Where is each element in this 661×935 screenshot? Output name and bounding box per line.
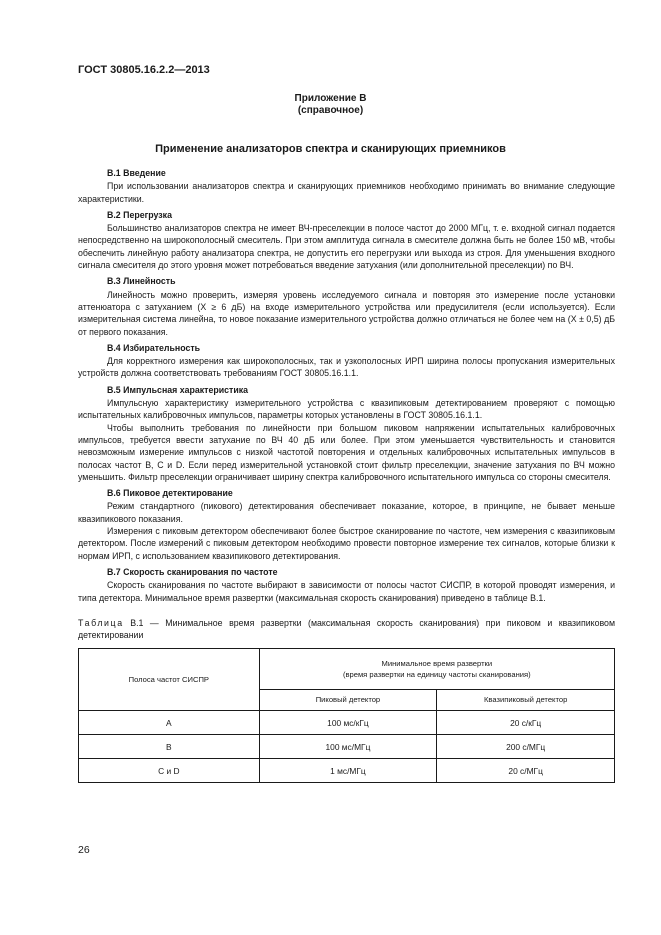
section-paragraph: Импульсную характеристику измерительного устройства с квазипиковым детектированием проверяют с помощью испытательных калибровочных импульсов, параметры которых установлены в ГОСТ 30805.16.1.1. bbox=[78, 398, 615, 421]
table-row bbox=[79, 759, 615, 783]
section-paragraph: Скорость сканирования по частоте выбирают в зависимости от полосы частот СИСПР, в которой проводят измерения, и типа детектора. Минимальное время развертки (максимальная скорость сканирования) приведено в таблице В.1. bbox=[78, 580, 615, 603]
header-min-sweep-line1: Минимальное время развертки bbox=[381, 659, 493, 669]
section-heading: В.5 Импульсная характеристика bbox=[107, 384, 249, 395]
section-paragraph: Большинство анализаторов спектра не имеет ВЧ-преселекции в полосе частот до 2000 МГц, т. е. входной сигнал подается непосредственно на широкополосный смеситель. При этом амплитуда сигнала в смесителе должна быть не более 150 мВ, чтобы обеспечить линейную работу анализатора спектра, не допустить его перегрузки или выхода из строя. Для уменьшения входного сигнала смесителя до этого уровня может потребоваться введение затухания (или дополнительной преселекции) по ВЧ. bbox=[78, 223, 615, 271]
header-band: Полоса частот СИСПР bbox=[79, 649, 260, 711]
annex-name: Применение анализаторов спектра и сканирующих приемников bbox=[155, 143, 506, 155]
section-heading: В.3 Линейность bbox=[107, 276, 176, 287]
section-paragraph: Измерения с пиковым детектором обеспечивают более быстрое сканирование по частоте, чем измерения с квазипиковым детектором. После измерений с пиковым детектором необходимо провести повторное измерение тех сигналов, которые близки к нормам ИРП, с использованием квазипикового детектирования. bbox=[78, 526, 615, 561]
section-paragraph: Чтобы выполнить требования по линейности при большом пиковом напряжении испытательных калибровочных импульсов, требуется ввести затухание по ВЧ 40 дБ или более. При этом уменьшается чувствительность и становится невозможным измерение импульсов с низкой частотой повторения и отдельных калибровочных испытательных импульсов в полосах частот В, С и D. Если перед измерительной установкой стоит фильтр преселекции, значение затухания по ВЧ можно уменьшить. Фильтр преселекции ограничивает ширину спектра калибровочного испытательного импульса со стороны смесителя. bbox=[78, 422, 615, 482]
cell-quasi-peak: 20 с/кГц bbox=[437, 711, 615, 735]
section-paragraph: Линейность можно проверить, измеряя уровень исследуемого сигнала и повторяя это измерение после установки аттенюатора с затуханием (X ≥ 6 дБ) на входе измерительного устройства или предусилителя (если используется). Если измерительная система линейна, то новое показание измерительного устройства должно отличаться не более чем на (X ± 0,5) дБ от первого показания. bbox=[78, 289, 615, 337]
annex-content bbox=[78, 163, 615, 783]
section-heading: В.7 Скорость сканирования по частоте bbox=[107, 566, 278, 577]
document-code: ГОСТ 30805.16.2.2—2013 bbox=[78, 64, 210, 76]
cell-quasi-peak: 200 с/МГц bbox=[437, 735, 615, 759]
cell-peak: 1 мс/МГц bbox=[259, 759, 437, 783]
sweep-time-table bbox=[78, 648, 615, 783]
section-heading: В.6 Пиковое детектирование bbox=[107, 488, 233, 499]
cell-quasi-peak: 20 с/МГц bbox=[437, 759, 615, 783]
cell-band: В bbox=[79, 735, 260, 759]
header-min-sweep-line2: (время развертки на единицу частоты сканирования) bbox=[342, 670, 531, 680]
section-paragraph: При использовании анализаторов спектра и сканирующих приемников необходимо принимать во внимание следующие характеристики. bbox=[78, 181, 615, 204]
table-row bbox=[79, 711, 615, 735]
header-peak: Пиковый детектор bbox=[259, 690, 437, 711]
cell-peak: 100 мс/МГц bbox=[259, 735, 437, 759]
section-paragraph: Режим стандартного (пикового) детектирования обеспечивает показание, которое, в принципе, не бывает меньше квазипикового показания. bbox=[78, 501, 615, 524]
cell-peak: 100 мс/кГц bbox=[259, 711, 437, 735]
cell-band: С и D bbox=[79, 759, 260, 783]
section-heading: В.1 Введение bbox=[107, 168, 166, 178]
section-paragraph: Для корректного измерения как широкополосных, так и узкополосных ИРП ширина полосы пропускания измерительных устройств должна соответствовать требованиям ГОСТ 30805.16.1.1. bbox=[78, 356, 615, 379]
section-heading: В.2 Перегрузка bbox=[107, 209, 172, 220]
annex-title: Приложение В bbox=[294, 93, 367, 104]
table-caption bbox=[78, 617, 615, 642]
header-quasi-peak: Квазипиковый детектор bbox=[437, 690, 615, 711]
table-caption-prefix: Таблица bbox=[78, 617, 124, 628]
header-min-sweep-time bbox=[259, 649, 614, 690]
cell-band: А bbox=[79, 711, 260, 735]
section-heading: В.4 Избирательность bbox=[107, 342, 201, 353]
table-caption-text: В.1 — Минимальное время развертки (максимальная скорость сканирования) при пиковом и квазипиковом детектировании bbox=[78, 617, 615, 641]
annex-header bbox=[0, 93, 661, 117]
annex-type: (справочное) bbox=[297, 105, 364, 116]
page-number: 26 bbox=[78, 844, 90, 856]
table-row bbox=[79, 735, 615, 759]
